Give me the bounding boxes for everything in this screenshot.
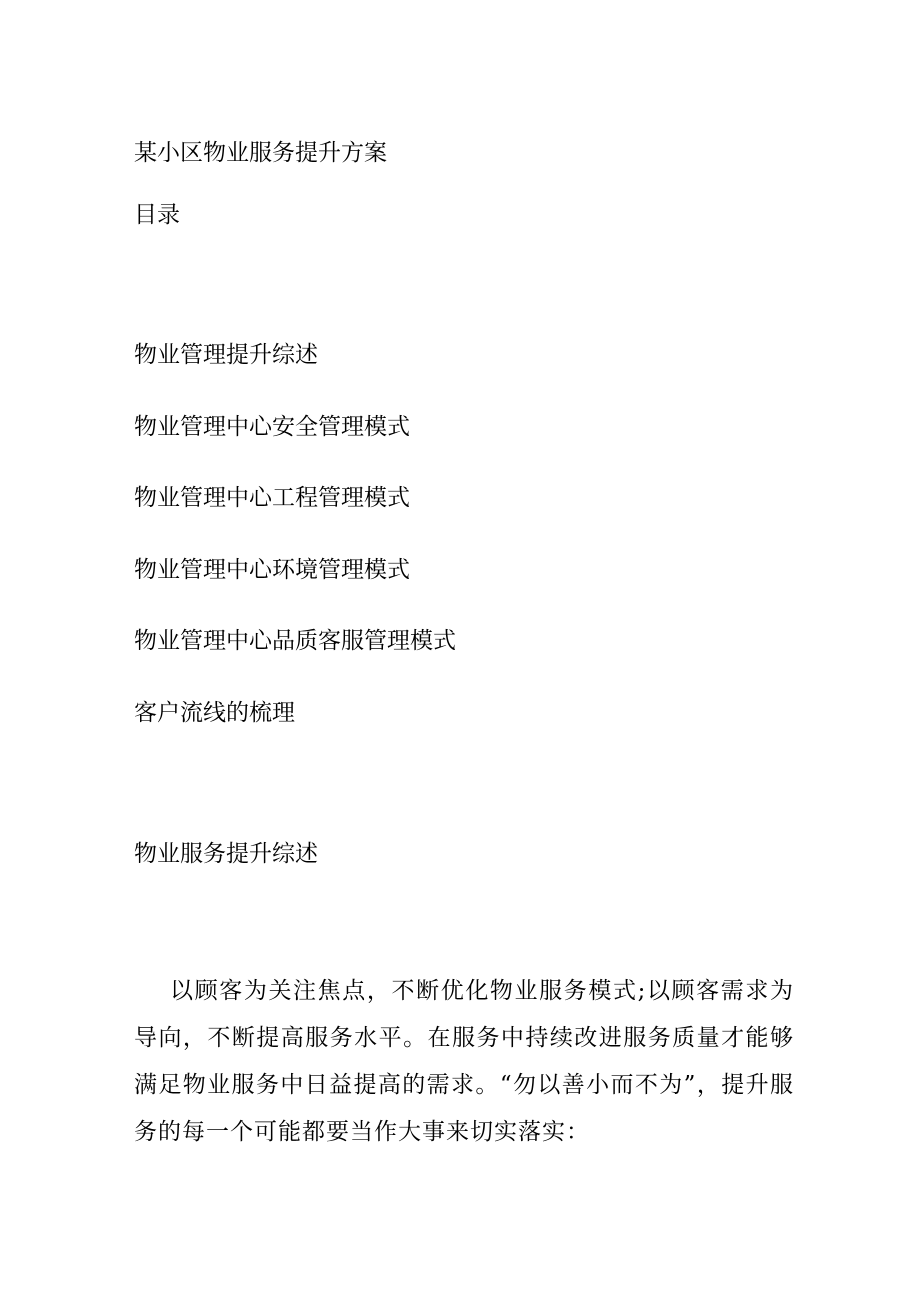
toc-item: 物业管理中心工程管理模式 [134,485,410,511]
toc-item: 物业管理中心品质客服管理模式 [134,628,456,654]
document-title: 某小区物业服务提升方案 [134,140,387,166]
toc-heading: 目录 [134,202,180,228]
toc-item: 物业管理提升综述 [134,342,318,368]
section-heading: 物业服务提升综述 [134,841,318,867]
toc-item: 物业管理中心环境管理模式 [134,557,410,583]
toc-item: 物业管理中心安全管理模式 [134,414,410,440]
toc-item: 客户流线的梳理 [134,700,295,726]
body-paragraph: 以顾客为关注焦点，不断优化物业服务模式;以顾客需求为导向，不断提高服务水平。在服务中持续改进服务质量才能够满足物业服务中日益提高的需求。“勿以善小而不为”，提升服务的每一个可能都要当作大事来切实落实： [134,978,794,1145]
